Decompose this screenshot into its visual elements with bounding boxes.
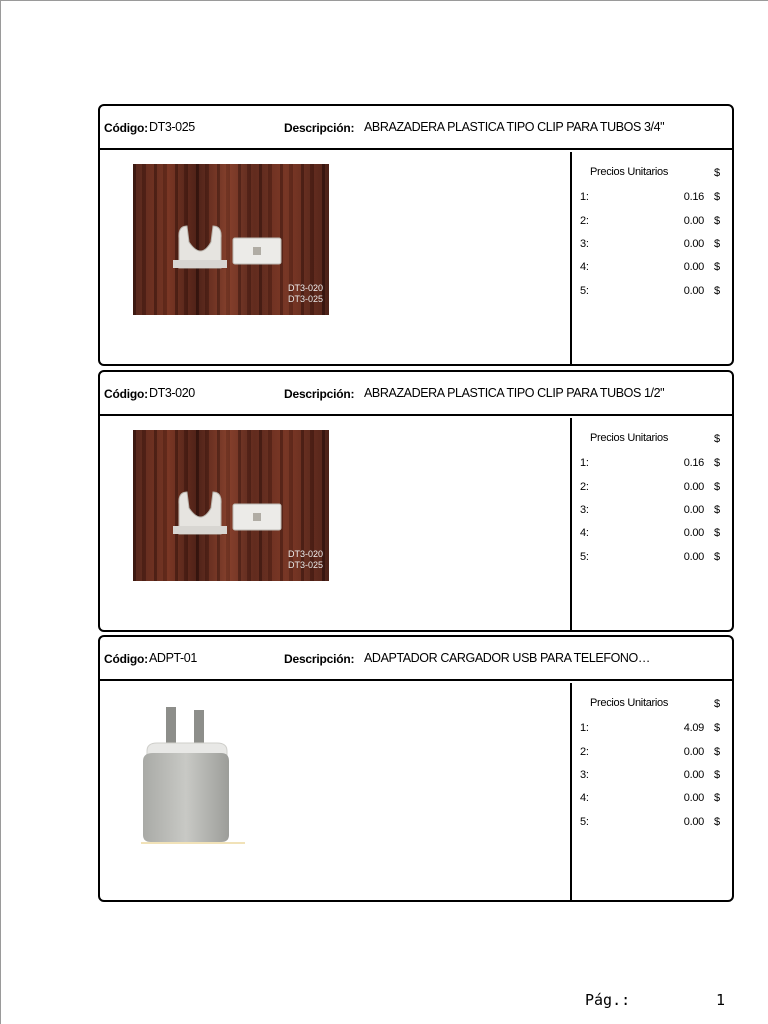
unit-prices — [572, 150, 732, 364]
currency-symbol: $ — [714, 457, 720, 469]
codigo-value: DT3-025 — [149, 120, 195, 134]
price-tier: 1: — [580, 457, 589, 469]
page-label: Pág.: — [585, 991, 631, 1009]
price-amount: 0.00 — [683, 215, 704, 227]
price-amount: 0.00 — [683, 504, 704, 516]
price-row — [572, 504, 732, 518]
photo-caption: DT3-020 — [288, 283, 324, 293]
page-number: 1 — [716, 991, 726, 1009]
codigo-label: Código: — [104, 387, 148, 401]
price-row — [572, 191, 732, 205]
price-tier: 5: — [580, 285, 589, 297]
price-amount: 0.16 — [683, 191, 704, 203]
product-photo-usb-adapter — [133, 695, 329, 846]
price-row — [572, 457, 732, 471]
product-card — [98, 370, 734, 632]
unit-prices — [572, 416, 732, 630]
price-tier: 3: — [580, 238, 589, 250]
price-row — [572, 722, 732, 736]
price-row — [572, 769, 732, 783]
price-row — [572, 551, 732, 565]
currency-symbol: $ — [714, 769, 720, 781]
descripcion-value: ABRAZADERA PLASTICA TIPO CLIP PARA TUBOS 1/2" — [364, 386, 665, 400]
currency-symbol: $ — [714, 504, 720, 516]
prices-heading: Precios Unitarios — [590, 166, 669, 178]
price-tier: 5: — [580, 551, 589, 563]
price-amount: 0.00 — [683, 746, 704, 758]
price-row — [572, 238, 732, 252]
price-amount: 0.00 — [683, 551, 704, 563]
price-amount: 4.09 — [683, 722, 704, 734]
price-tier: 1: — [580, 722, 589, 734]
currency-symbol: $ — [714, 167, 720, 179]
codigo-value: DT3-020 — [149, 386, 195, 400]
photo-caption: DT3-025 — [288, 294, 324, 304]
product-card — [98, 635, 734, 902]
price-row — [572, 285, 732, 299]
currency-symbol: $ — [714, 722, 720, 734]
codigo-label: Código: — [104, 121, 148, 135]
product-photo-clip — [133, 164, 329, 315]
codigo-label: Código: — [104, 652, 148, 666]
currency-symbol: $ — [714, 792, 720, 804]
currency-symbol: $ — [714, 238, 720, 250]
price-row — [572, 481, 732, 495]
currency-symbol: $ — [714, 481, 720, 493]
price-tier: 2: — [580, 215, 589, 227]
descripcion-value: ADAPTADOR CARGADOR USB PARA TELEFONO… — [364, 651, 650, 665]
currency-symbol: $ — [714, 285, 720, 297]
product-photo-clip — [133, 430, 329, 581]
prices-heading: Precios Unitarios — [590, 697, 669, 709]
price-tier: 2: — [580, 481, 589, 493]
price-amount: 0.00 — [683, 481, 704, 493]
currency-symbol: $ — [714, 816, 720, 828]
product-card — [98, 104, 734, 366]
price-amount: 0.00 — [683, 238, 704, 250]
price-tier: 4: — [580, 792, 589, 804]
photo-caption: DT3-025 — [288, 560, 324, 570]
currency-symbol: $ — [714, 433, 720, 445]
currency-symbol: $ — [714, 215, 720, 227]
currency-symbol: $ — [714, 261, 720, 273]
price-tier: 3: — [580, 504, 589, 516]
prices-heading: Precios Unitarios — [590, 432, 669, 444]
price-amount: 0.00 — [683, 816, 704, 828]
price-tier: 5: — [580, 816, 589, 828]
price-tier: 4: — [580, 527, 589, 539]
product-header — [100, 106, 732, 150]
currency-symbol: $ — [714, 698, 720, 710]
price-amount: 0.00 — [683, 261, 704, 273]
price-amount: 0.00 — [683, 792, 704, 804]
currency-symbol: $ — [714, 746, 720, 758]
price-tier: 4: — [580, 261, 589, 273]
price-tier: 1: — [580, 191, 589, 203]
price-row — [572, 746, 732, 760]
currency-symbol: $ — [714, 527, 720, 539]
price-row — [572, 792, 732, 806]
descripcion-label: Descripción: — [284, 652, 355, 666]
currency-symbol: $ — [714, 551, 720, 563]
page-border-top — [0, 0, 768, 1]
price-amount: 0.16 — [683, 457, 704, 469]
descripcion-value: ABRAZADERA PLASTICA TIPO CLIP PARA TUBOS 3/4" — [364, 120, 665, 134]
codigo-value: ADPT-01 — [149, 651, 197, 665]
descripcion-label: Descripción: — [284, 121, 355, 135]
descripcion-label: Descripción: — [284, 387, 355, 401]
photo-caption: DT3-020 — [288, 549, 324, 559]
price-row — [572, 215, 732, 229]
price-amount: 0.00 — [683, 769, 704, 781]
price-amount: 0.00 — [683, 527, 704, 539]
price-row — [572, 816, 732, 830]
price-tier: 3: — [580, 769, 589, 781]
price-row — [572, 527, 732, 541]
product-header — [100, 637, 732, 681]
price-tier: 2: — [580, 746, 589, 758]
price-amount: 0.00 — [683, 285, 704, 297]
page-border-left — [0, 0, 1, 1024]
price-row — [572, 261, 732, 275]
product-header — [100, 372, 732, 416]
unit-prices — [572, 681, 732, 900]
currency-symbol: $ — [714, 191, 720, 203]
